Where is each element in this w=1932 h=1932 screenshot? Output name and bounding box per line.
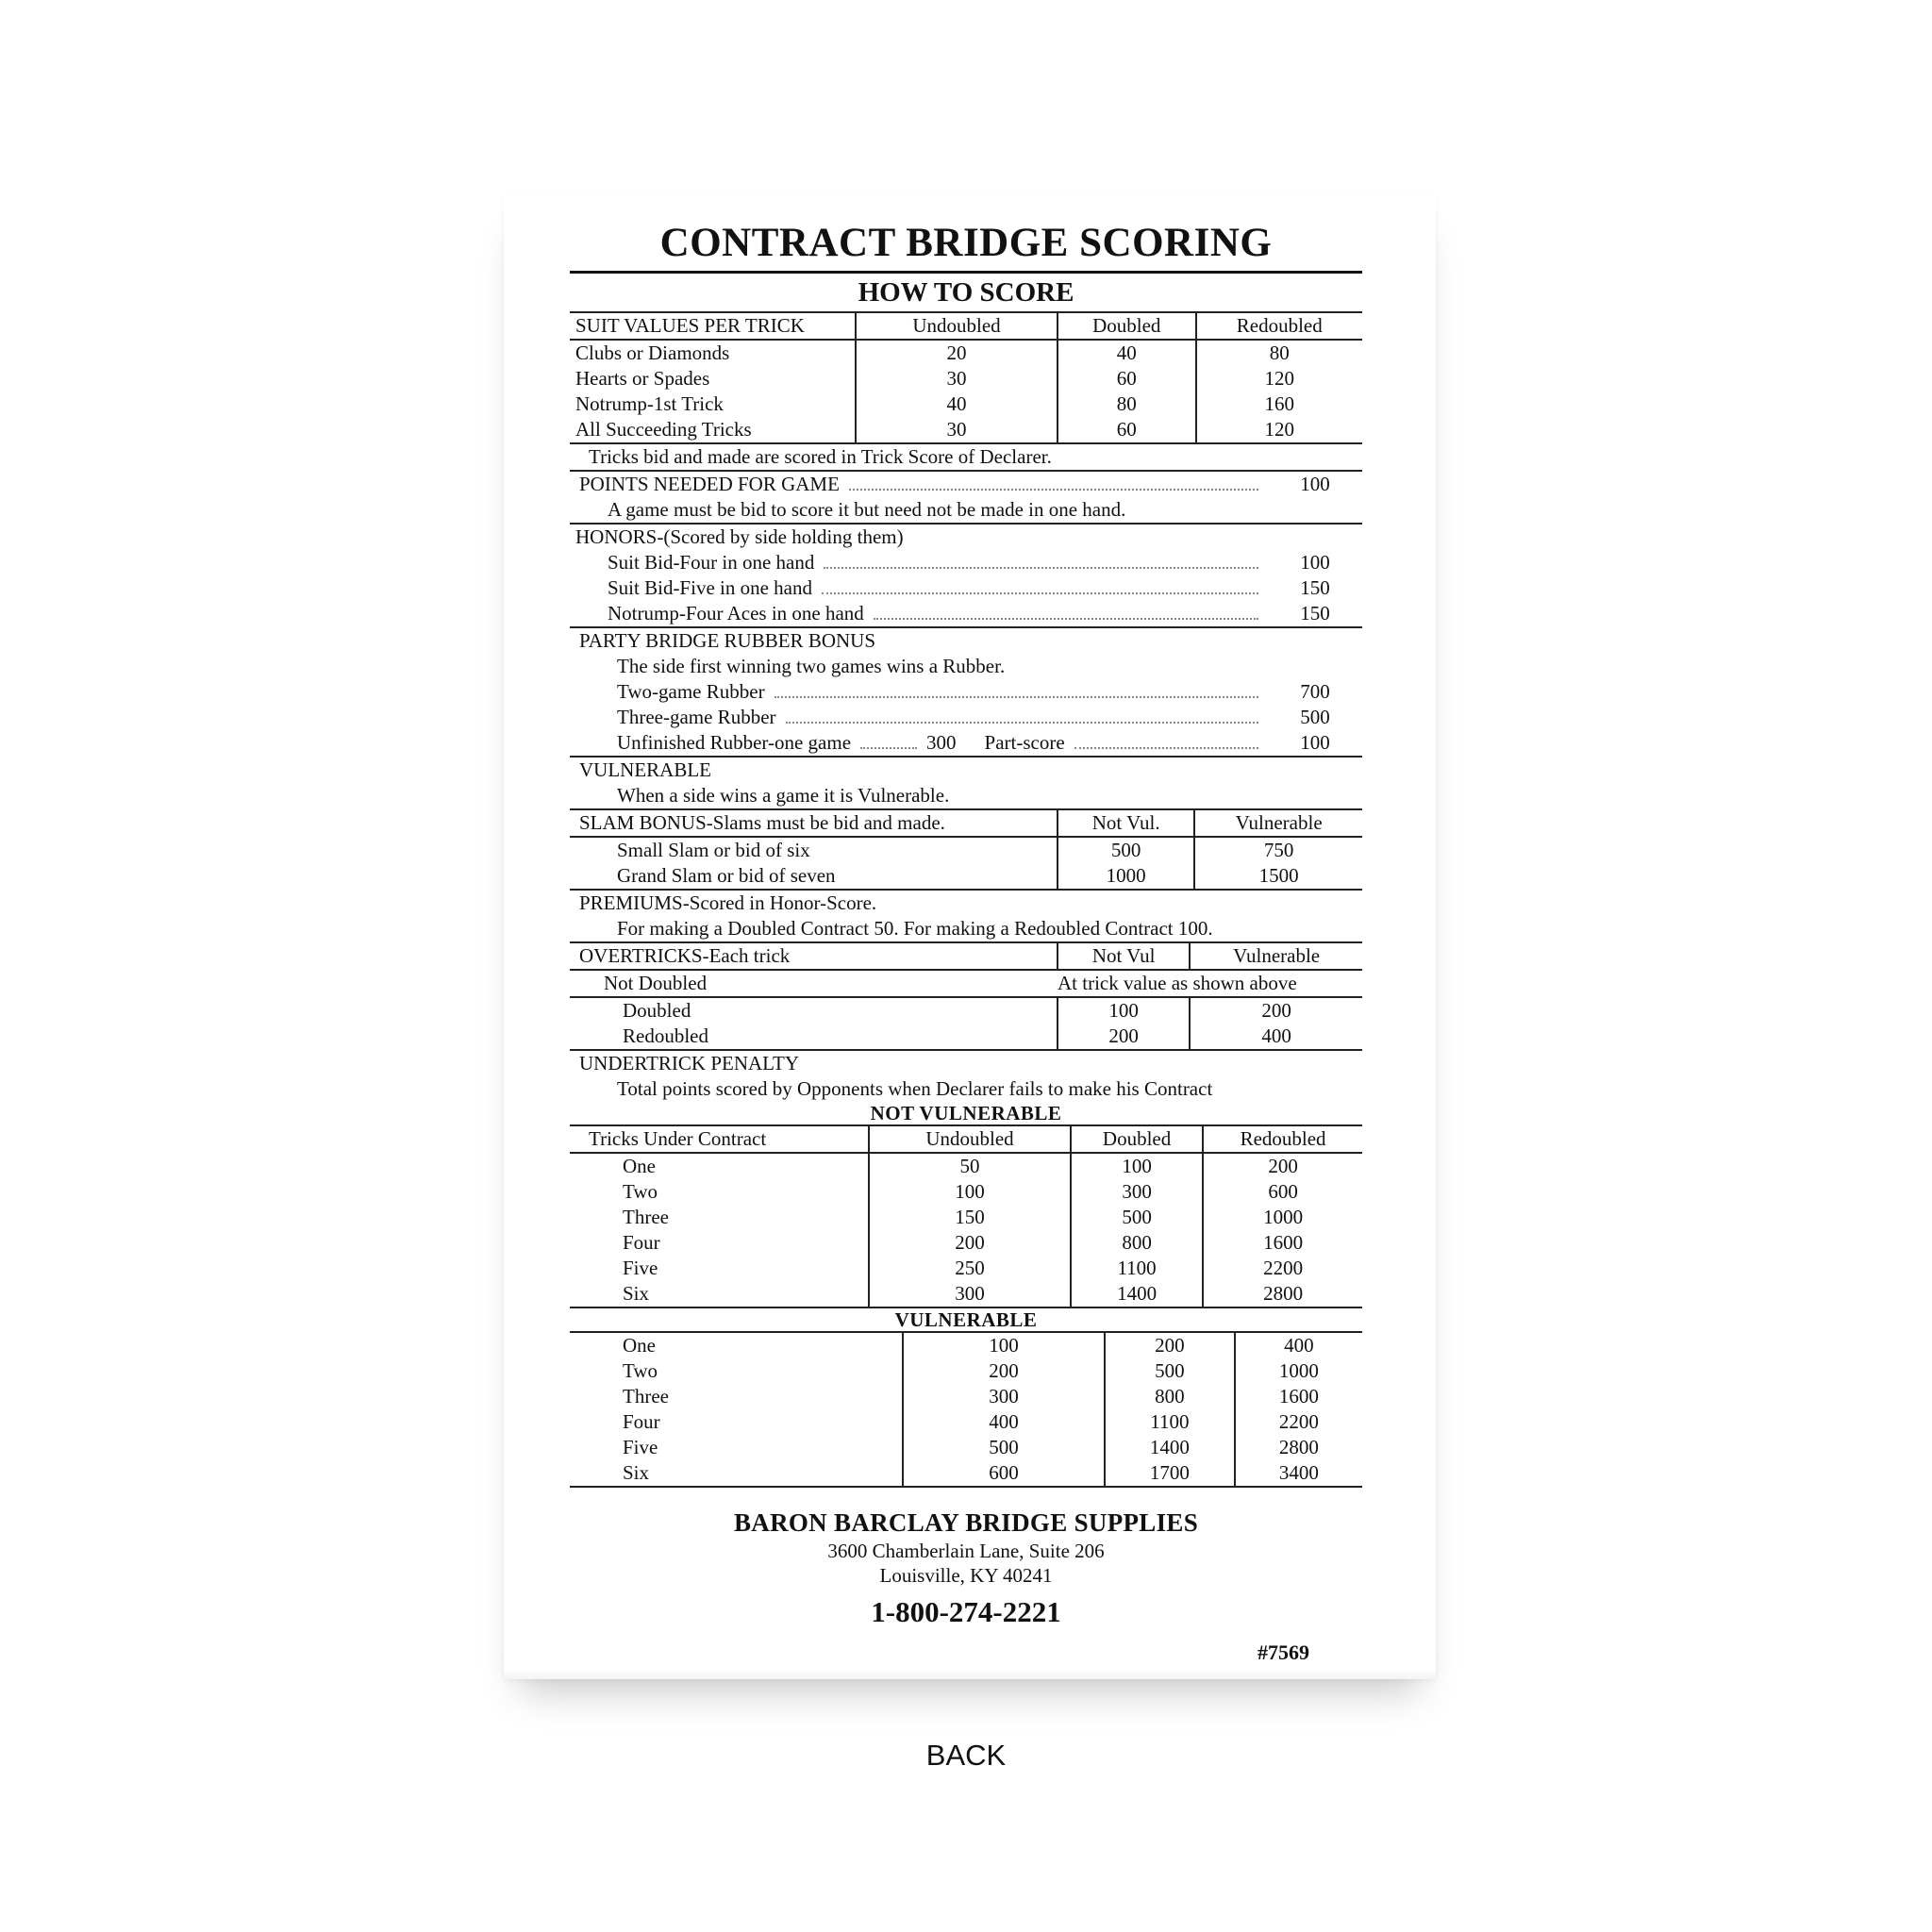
slam-row-notvul: 500: [1058, 837, 1194, 863]
card-footer: [570, 1507, 1362, 1633]
game-value: 100: [1300, 473, 1330, 495]
undertrick-vul-row: [570, 1358, 1362, 1384]
overtricks-row: [570, 997, 1362, 1024]
suit-row: [570, 340, 1362, 366]
undertrick-vul-doubled: 800: [1105, 1384, 1235, 1409]
scoring-card: [504, 193, 1436, 1679]
back-caption: BACK: [925, 1739, 1007, 1772]
product-number: #7569: [1257, 1641, 1309, 1664]
undertrick-row-doubled: 300: [1071, 1179, 1203, 1205]
overtricks-row-label: Doubled: [623, 999, 691, 1022]
undertrick-row: [570, 1179, 1362, 1205]
undertrick-vul-label: Three: [623, 1385, 669, 1407]
undertrick-row-label: Two: [623, 1180, 658, 1203]
leader-dots: [774, 695, 1258, 698]
undertrick-row-doubled: 1400: [1071, 1281, 1203, 1307]
undertrick-header-doubled: Doubled: [1071, 1125, 1203, 1153]
undertrick-vul-row: [570, 1332, 1362, 1358]
honors-row: [570, 601, 1362, 626]
card-bottom-edge: [504, 1670, 1436, 1679]
suit-row-undoubled: 30: [856, 417, 1058, 442]
undertrick-vul-undoubled: 400: [903, 1409, 1105, 1435]
suit-row: [570, 366, 1362, 391]
premiums-note: For making a Doubled Contract 50. For making a Redoubled Contract 100.: [617, 917, 1213, 940]
game-note: A game must be bid to score it but need not be made in one hand.: [608, 498, 1126, 521]
undertrick-row-doubled: 500: [1071, 1205, 1203, 1230]
undertrick-row-undoubled: 200: [869, 1230, 1071, 1256]
overtricks-table: [570, 941, 1362, 1049]
undertrick-vul-label: One: [570, 1332, 903, 1358]
address-line-1: 3600 Chamberlain Lane, Suite 206: [827, 1540, 1105, 1562]
unfinished-rubber-row: [570, 730, 1362, 756]
suit-row-label: Clubs or Diamonds: [575, 341, 730, 364]
honors-row-label: Suit Bid-Four in one hand: [608, 551, 815, 574]
premiums-label: PREMIUMS-Scored in Honor-Score.: [579, 891, 877, 914]
not-doubled-label: Not Doubled: [570, 970, 1058, 997]
suit-header-redoubled: Redoubled: [1196, 312, 1362, 340]
suit-row-doubled: 60: [1058, 417, 1196, 442]
overtricks-row-label: Redoubled: [623, 1024, 708, 1047]
undertrick-vul-row: [570, 1435, 1362, 1460]
suit-row-label: Hearts or Spades: [575, 367, 710, 390]
undertrick-header-undoubled: Undoubled: [869, 1125, 1071, 1153]
undertrick-row: [570, 1256, 1362, 1281]
honors-row-label: Suit Bid-Five in one hand: [608, 576, 812, 599]
leader-dots: [1074, 746, 1258, 749]
honors-row: [570, 575, 1362, 601]
slam-row-label: Grand Slam or bid of seven: [617, 864, 836, 887]
vulnerable-label: VULNERABLE: [579, 758, 711, 781]
vulnerable-heading: VULNERABLE: [894, 1308, 1038, 1331]
card-subtitle: HOW TO SCORE: [858, 277, 1074, 308]
suit-row: [570, 391, 1362, 417]
slam-table: [570, 808, 1362, 889]
game-row: [570, 472, 1362, 497]
partscore-value: 100: [1300, 731, 1330, 754]
vulnerable-note: When a side wins a game it is Vulnerable.: [617, 784, 950, 807]
undertrick-vul-redoubled: 1000: [1235, 1358, 1362, 1384]
undertrick-header-label: Tricks Under Contract: [570, 1125, 869, 1153]
overtricks-row: [570, 1024, 1362, 1049]
undertrick-vul-row: [570, 1409, 1362, 1435]
undertrick-row-label: Five: [623, 1257, 658, 1279]
rubber-row: [570, 705, 1362, 730]
undertrick-label: UNDERTRICK PENALTY: [579, 1052, 800, 1074]
slam-row-notvul: 1000: [1058, 863, 1194, 889]
overtricks-row-notvul: 100: [1058, 997, 1190, 1024]
overtricks-header-notvul: Not Vul: [1058, 942, 1190, 970]
undertrick-row: [570, 1281, 1362, 1307]
undertrick-row-doubled: 100: [1071, 1153, 1203, 1179]
undertrick-row-label: Six: [623, 1282, 650, 1305]
leader-dots: [824, 566, 1258, 569]
undertrick-vul-undoubled: 600: [903, 1460, 1105, 1486]
undertrick-row-undoubled: 150: [869, 1205, 1071, 1230]
slam-row-vul: 1500: [1194, 863, 1362, 889]
undertrick-vul-redoubled: 2800: [1235, 1435, 1362, 1460]
undertrick-header-redoubled: Redoubled: [1203, 1125, 1362, 1153]
leader-dots: [874, 617, 1258, 620]
slam-row: [570, 837, 1362, 863]
unfinished-value: 300: [926, 731, 957, 754]
leader-dots: [860, 746, 917, 749]
slam-header-label: SLAM BONUS-Slams must be bid and made.: [570, 809, 1058, 837]
slam-header-vul: Vulnerable: [1194, 809, 1362, 837]
undertrick-vul-row: [570, 1460, 1362, 1486]
leader-dots: [822, 591, 1258, 594]
undertrick-row-redoubled: 1000: [1203, 1205, 1362, 1230]
undertrick-row-undoubled: 250: [869, 1256, 1071, 1281]
undertrick-vul-undoubled: 300: [903, 1384, 1105, 1409]
suit-header-doubled: Doubled: [1058, 312, 1196, 340]
suit-row-doubled: 40: [1058, 340, 1196, 366]
suit-row-undoubled: 20: [856, 340, 1058, 366]
suit-row-redoubled: 160: [1196, 391, 1362, 417]
undertrick-vul-undoubled: 200: [903, 1358, 1105, 1384]
undertrick-row: [570, 1205, 1362, 1230]
undertrick-row-undoubled: 50: [869, 1153, 1071, 1179]
undertrick-vul-redoubled: 2200: [1235, 1409, 1362, 1435]
undertrick-row-doubled: 1100: [1071, 1256, 1203, 1281]
undertrick-row-label: Four: [623, 1231, 660, 1254]
overtricks-row-vul: 200: [1190, 997, 1362, 1024]
suit-row-doubled: 60: [1058, 366, 1196, 391]
overtricks-row-vul: 400: [1190, 1024, 1362, 1049]
company-name: BARON BARCLAY BRIDGE SUPPLIES: [733, 1508, 1199, 1537]
suit-row-doubled: 80: [1058, 391, 1196, 417]
leader-dots: [786, 721, 1258, 724]
undertrick-row: [570, 1230, 1362, 1256]
game-label: POINTS NEEDED FOR GAME: [579, 473, 840, 495]
rubber-row: [570, 679, 1362, 705]
rubber-note: The side first winning two games wins a Rubber.: [617, 655, 1006, 677]
partscore-label: Part-score: [984, 731, 1065, 754]
suit-row: [570, 417, 1362, 442]
undertrick-vul-doubled: 500: [1105, 1358, 1235, 1384]
undertrick-vul-redoubled: 400: [1235, 1332, 1362, 1358]
undertrick-vul-doubled: 1100: [1105, 1409, 1235, 1435]
rubber-row-label: Two-game Rubber: [617, 680, 765, 703]
section-rule: [570, 1486, 1362, 1488]
honors-label: HONORS-(Scored by side holding them): [575, 525, 904, 548]
undertrick-vul-undoubled: 500: [903, 1435, 1105, 1460]
suit-row-undoubled: 30: [856, 366, 1058, 391]
honors-row-value: 150: [1300, 602, 1330, 625]
overtricks-header-vul: Vulnerable: [1190, 942, 1362, 970]
suit-header-label: SUIT VALUES PER TRICK: [570, 312, 856, 340]
suit-row-redoubled: 120: [1196, 417, 1362, 442]
undertrick-vul-doubled: 1400: [1105, 1435, 1235, 1460]
undertrick-vul-redoubled: 3400: [1235, 1460, 1362, 1486]
undertrick-row-redoubled: 600: [1203, 1179, 1362, 1205]
undertrick-vul-label: Two: [623, 1359, 658, 1382]
overtricks-row-notvul: 200: [1058, 1024, 1190, 1049]
undertrick-vul-undoubled: 100: [903, 1332, 1105, 1358]
suit-row-undoubled: 40: [856, 391, 1058, 417]
rubber-row-value: 700: [1300, 680, 1330, 703]
phone-number: 1-800-274-2221: [871, 1595, 1061, 1628]
slam-row: [570, 863, 1362, 889]
not-vulnerable-heading: NOT VULNERABLE: [870, 1102, 1062, 1124]
undertrick-row-label: Three: [623, 1206, 669, 1228]
undertrick-row-redoubled: 200: [1203, 1153, 1362, 1179]
undertrick-vul-row: [570, 1384, 1362, 1409]
suit-note: Tricks bid and made are scored in Trick Score of Declarer.: [589, 445, 1052, 468]
undertrick-vul-label: Five: [623, 1436, 658, 1458]
card-content: [570, 216, 1362, 1665]
address-line-2: Louisville, KY 40241: [879, 1564, 1053, 1587]
suit-row-label: All Succeeding Tricks: [575, 418, 752, 441]
undertrick-row-undoubled: 300: [869, 1281, 1071, 1307]
honors-row-value: 100: [1300, 551, 1330, 574]
suit-row-label: Notrump-1st Trick: [575, 392, 724, 415]
card-title: CONTRACT BRIDGE SCORING: [659, 221, 1273, 265]
rubber-row-value: 500: [1300, 706, 1330, 728]
undertrick-row-redoubled: 2200: [1203, 1256, 1362, 1281]
slam-header-notvul: Not Vul.: [1058, 809, 1194, 837]
suit-row-redoubled: 80: [1196, 340, 1362, 366]
undertrick-row-redoubled: 2800: [1203, 1281, 1362, 1307]
undertrick-row-redoubled: 1600: [1203, 1230, 1362, 1256]
overtricks-not-doubled-row: [570, 970, 1362, 997]
suit-row-redoubled: 120: [1196, 366, 1362, 391]
undertrick-row-label: One: [623, 1155, 656, 1177]
honors-row: [570, 550, 1362, 575]
undertrick-vul-table: [570, 1331, 1362, 1486]
suit-header-undoubled: Undoubled: [856, 312, 1058, 340]
slam-row-vul: 750: [1194, 837, 1362, 863]
undertrick-vul-label: Four: [623, 1410, 660, 1433]
not-doubled-value: At trick value as shown above: [1058, 970, 1362, 997]
undertrick-vul-doubled: 200: [1105, 1332, 1235, 1358]
rubber-row-label: Three-game Rubber: [617, 706, 776, 728]
undertrick-not-vul-table: [570, 1124, 1362, 1307]
leader-dots: [849, 488, 1258, 491]
overtricks-header-label: OVERTRICKS-Each trick: [570, 942, 1058, 970]
slam-row-label: Small Slam or bid of six: [617, 839, 810, 861]
undertrick-vul-redoubled: 1600: [1235, 1384, 1362, 1409]
undertrick-row-doubled: 800: [1071, 1230, 1203, 1256]
undertrick-row: [570, 1153, 1362, 1179]
undertrick-vul-label: Six: [623, 1461, 650, 1484]
undertrick-note: Total points scored by Opponents when Declarer fails to make his Contract: [617, 1077, 1213, 1100]
honors-row-value: 150: [1300, 576, 1330, 599]
suit-values-table: [570, 311, 1362, 442]
honors-row-label: Notrump-Four Aces in one hand: [608, 602, 864, 625]
rubber-label: PARTY BRIDGE RUBBER BONUS: [579, 629, 875, 652]
unfinished-label: Unfinished Rubber-one game: [617, 731, 852, 754]
undertrick-row-undoubled: 100: [869, 1179, 1071, 1205]
undertrick-vul-doubled: 1700: [1105, 1460, 1235, 1486]
